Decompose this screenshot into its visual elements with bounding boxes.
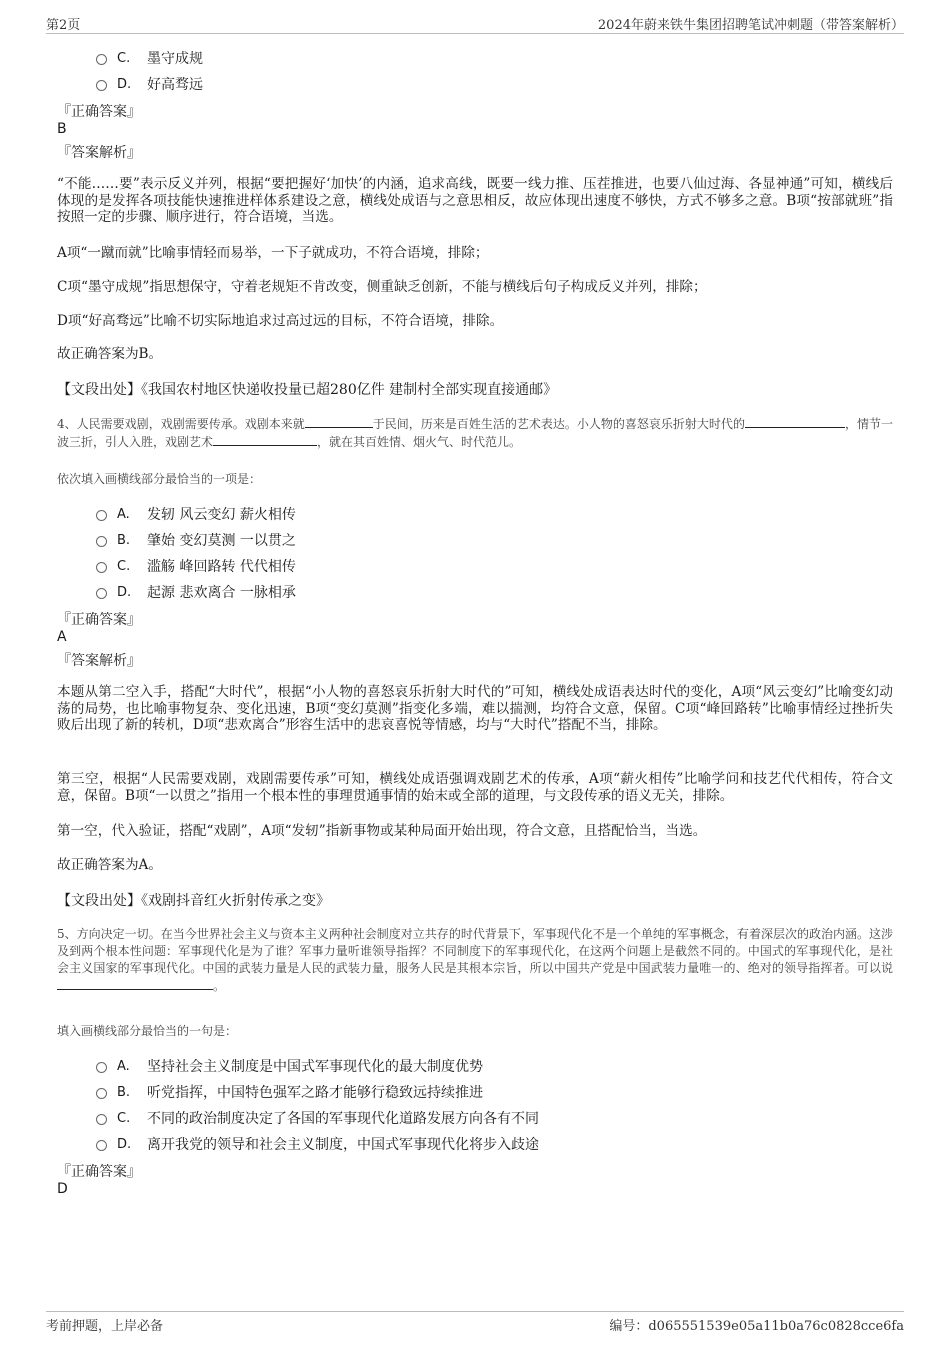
q4-answer: A <box>57 629 67 645</box>
option-letter: C. <box>117 50 131 66</box>
q5-answer: D <box>57 1181 68 1197</box>
radio-icon[interactable] <box>96 1088 107 1099</box>
q3-analysis-1: “不能……要”表示反义并列，根据“要把握好‘加快’的内涵，追求高线，既要一线力推、压茬推进，也要八仙过海、各显神通”可知，横线后体现的是发挥各项技能快速推进样体系建设之意，横线处成语与之意思相反，故应体现出速度不够快，方式不够多之意。B项“按部就班”指按照一定的步骤、顺序进行，符合语境，当选。 <box>57 176 893 225</box>
radio-icon[interactable] <box>96 588 107 599</box>
header-divider <box>46 33 904 34</box>
radio-icon[interactable] <box>96 562 107 573</box>
q4-prompt: 依次填入画横线部分最恰当的一项是： <box>57 472 262 486</box>
option-letter: D. <box>117 76 132 92</box>
document-id: 编号：d065551539e05a11b0a76c0828cce6fa <box>609 1319 904 1334</box>
q3-analysis-5: 故正确答案为B。 <box>57 346 163 362</box>
q3-correct-label: 『正确答案』 <box>57 104 141 120</box>
q3-analysis-label: 『答案解析』 <box>57 145 141 161</box>
q5-correct-label: 『正确答案』 <box>57 1164 141 1180</box>
footer-divider <box>46 1311 904 1312</box>
q4-option-b[interactable]: B. 肇始 变幻莫测 一以贯之 <box>96 530 296 550</box>
blank-3 <box>213 433 317 446</box>
q4-option-c[interactable]: C. 滥觞 峰回路转 代代相传 <box>96 556 296 576</box>
q3-analysis-4: D项“好高骛远”比喻不切实际地追求过高过远的目标，不符合语境，排除。 <box>57 313 504 329</box>
radio-icon[interactable] <box>96 1114 107 1125</box>
q4-analysis-4: 故正确答案为A。 <box>57 857 162 873</box>
option-text: 好高骛远 <box>147 77 203 93</box>
radio-icon[interactable] <box>96 1062 107 1073</box>
page-number: 第2页 <box>46 18 81 33</box>
q4-analysis-1: 本题从第二空入手，搭配“大时代”，根据“小人物的喜怒哀乐折射大时代的”可知，横线处成语表达时代的变化，A项“风云变幻”比喻变幻动荡的局势，也比喻事物复杂、变化迅速，B项“变幻莫测”指变化多端，难以揣测，均符合文意，保留。C项“峰回路转”比喻事情经过挫折失败后出现了新的转机，D项“悲欢离合”形容生活中的悲哀喜悦等情感，均与“大时代”搭配不当，排除。 <box>57 684 893 733</box>
option-text: 墨守成规 <box>147 51 203 67</box>
blank-2 <box>745 415 845 428</box>
radio-icon[interactable] <box>96 510 107 521</box>
q5-prompt: 填入画横线部分最恰当的一句是： <box>57 1024 238 1038</box>
q3-answer: B <box>57 121 67 137</box>
q4-analysis-label: 『答案解析』 <box>57 653 141 669</box>
blank-1 <box>305 415 373 428</box>
q3-source: 【文段出处】《我国农村地区快递收投量已超280亿件 建制村全部实现直接通邮》 <box>57 382 558 398</box>
q3-option-d[interactable] <box>96 74 203 94</box>
q4-analysis-3: 第一空，代入验证，搭配“戏剧”，A项“发轫”指新事物或某种局面开始出现，符合文意，且搭配恰当，当选。 <box>57 823 707 839</box>
q4-stem: 4、人民需要戏剧，戏剧需要传承。戏剧本来就 于民间，历来是百姓生活的艺术表达。小人物的喜怒哀乐折射大时代的 ，情节一波三折，引人入胜，戏剧艺术 ，就在其百姓情、烟火气、时代范儿。 <box>57 417 893 449</box>
q4-option-a[interactable]: A. 发轫 风云变幻 薪火相传 <box>96 504 296 524</box>
q5-option-d[interactable]: D. 离开我党的领导和社会主义制度，中国式军事现代化将步入歧途 <box>96 1134 539 1154</box>
q5-option-c[interactable]: C. 不同的政治制度决定了各国的军事现代化道路发展方向各有不同 <box>96 1108 539 1128</box>
q4-option-d[interactable]: D. 起源 悲欢离合 一脉相承 <box>96 582 296 602</box>
q3-option-c[interactable] <box>96 48 203 68</box>
q4-source: 【文段出处】《戏剧抖音红火折射传承之变》 <box>57 893 330 909</box>
q4-analysis-2: 第三空，根据“人民需要戏剧，戏剧需要传承”可知，横线处成语强调戏剧艺术的传承，A项“薪火相传”比喻学问和技艺代代相传，符合文意，保留。B项“一以贯之”指用一个根本性的事理贯通事情的始末或全部的道理，与文段传承的语义无关，排除。 <box>57 771 893 804</box>
q5-stem: 5、方向决定一切。在当今世界社会主义与资本主义两种社会制度对立共存的时代背景下，军事现代化不是一个单纯的军事概念，有着深层次的政治内涵。这涉及到两个根本性问题：军事现代化是为了谁？军事力量听谁领导指挥？不同制度下的军事现代化，在这两个问题上是截然不同的。中国式的军事现代化，是社会主义国家的军事现代化。中国的武装力量是人民的武装力量，服务人民是其根本宗旨，所以中国共产党是中国武装力量唯一的、绝对的领导指挥者。可以说。 <box>57 927 893 993</box>
q5-option-a[interactable]: A. 坚持社会主义制度是中国式军事现代化的最大制度优势 <box>96 1056 483 1076</box>
footer-slogan: 考前押题，上岸必备 <box>46 1319 164 1334</box>
radio-icon[interactable] <box>96 80 107 91</box>
q3-analysis-3: C项“墨守成规”指思想保守，守着老规矩不肯改变，侧重缺乏创新，不能与横线后句子构成反义并列，排除； <box>57 279 707 295</box>
blank-1 <box>57 977 213 990</box>
document-title: 2024年蔚来铁牛集团招聘笔试冲刺题（带答案解析） <box>597 18 904 33</box>
q5-option-b[interactable]: B. 听党指挥，中国特色强军之路才能够行稳致远持续推进 <box>96 1082 483 1102</box>
q4-correct-label: 『正确答案』 <box>57 612 141 628</box>
radio-icon[interactable] <box>96 536 107 547</box>
radio-icon[interactable] <box>96 1140 107 1151</box>
radio-icon[interactable] <box>96 54 107 65</box>
q3-analysis-2: A项“一蹴而就”比喻事情轻而易举，一下子就成功，不符合语境，排除； <box>57 245 489 261</box>
